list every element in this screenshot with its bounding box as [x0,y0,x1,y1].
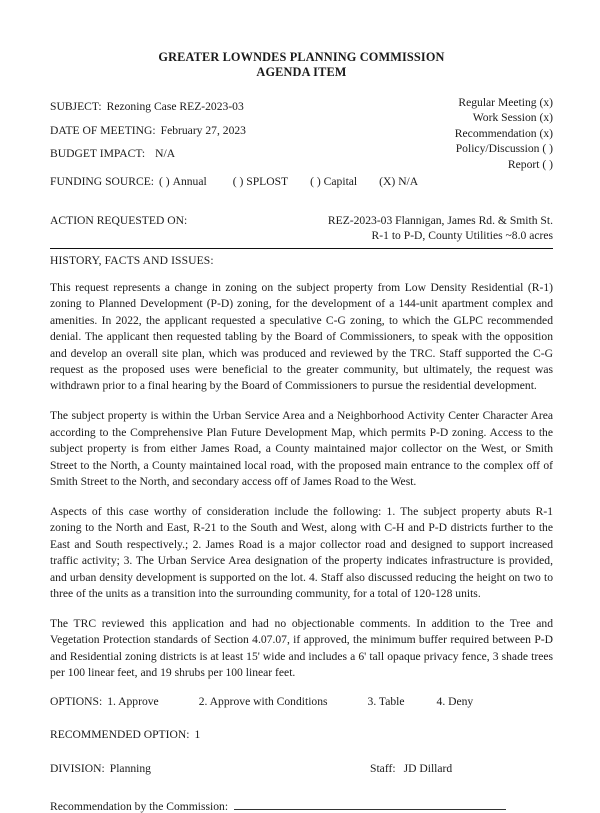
option-approve[interactable]: 1. Approve [107,695,159,709]
recommended-option-label: RECOMMENDED OPTION: [50,728,190,742]
funding-annual-checkbox[interactable]: ( ) [159,174,170,188]
history-paragraph-2: The subject property is within the Urban Service Area and a Neighborhood Activity Center Character Area according to the Comprehensive Plan Future Development Map, which permits P-D zoning. Access to the subject property is from either James Road, a County maintained major collector on the West, or Smith Street to the North, a County maintained local road, with the proposed main entrance to the complex off of Smith Street to the North, and secondary access off of James Road to the West. [50,409,553,488]
recommended-option-row [50,728,553,741]
options-label: OPTIONS: [50,695,103,709]
funding-source-label: FUNDING SOURCE: [50,174,155,188]
history-paragraph-1: This request represents a change in zoning on the subject property from Low Density Residential (R-1) zoning to Planned Development (P-D) zoning, for the development of a 144-unit apartment complex and amenities. In 2022, the applicant requested a speculative C-G zoning, to which the GLPC recommended denial. The applicant then requested tabling by the Board of Commissioners, to speak with the opposition and develop an overall site plan, which was produced and reviewed by the TRC. Staff supported the C-G request as the proposed uses were beneficial to the greater community, but ultimately, the request was withdrawn prior to a final hearing by the Board of Commissioners to pursue the residential development. [50,281,553,393]
date-of-meeting-label: DATE OF MEETING: [50,123,156,137]
meeting-type-recommendation: Recommendation (x) [454,126,553,140]
history-paragraph-3: Aspects of this case worthy of consideration include the following: 1. The subject property abuts R-1 zoning to the North and East, R-21 to the South and West, along with C-H and P-D districts further to the East and South respectively.; 2. James Road is a major collector road and designed to support increased traffic activity; 3. The Urban Service Area designation of the property indicates infrastructure is provided, and urban density development is supported on the lot. 4. Staff also discussed reducing the height on two to three of the units as a transition into the surrounding community, for a total of 120-128 units. [50,504,553,600]
funding-option-splost[interactable] [233,170,288,194]
subject-row [50,95,380,119]
meeting-type-policy-discussion: Policy/Discussion ( ) [455,142,553,156]
subject-value: Rezoning Case REZ-2023-03 [106,100,244,113]
funding-splost-checkbox[interactable]: ( ) [232,174,244,188]
commission-recommendation-label: Recommendation by the Commission: [50,800,229,813]
document-content [50,0,553,813]
subject-label: SUBJECT: [50,100,102,113]
meeting-type-list [455,95,553,172]
title-line-1: GREATER LOWNDES PLANNING COMMISSION [158,50,445,64]
budget-impact-label: BUDGET IMPACT: [50,147,146,160]
funding-source-row [50,170,553,194]
budget-impact-row [50,142,380,166]
action-detail-line-2: R-1 to P-D, County Utilities ~8.0 acres [371,229,553,243]
date-of-meeting-row [50,119,380,143]
date-of-meeting-value: February 27, 2023 [160,123,246,137]
action-detail-line-1: REZ-2023-03 Flannigan, James Rd. & Smith St. [327,214,553,227]
staff-value: JD Dillard [403,762,453,776]
header-left-column [50,95,380,166]
commission-recommendation-input[interactable] [234,799,506,810]
history-paragraph-4: The TRC reviewed this application and had no objectionable comments. In addition to the Tree and Vegetation Protection standards of Section 4.07.07, if approved, the minimum buffer required between P-D and Residential zoning districts is at least 15' wide and includes a 6' tall opaque privacy fence, 3 shade trees per 100 linear feet, and 19 shrubs per 100 linear feet. [50,616,553,680]
options-row [50,695,553,708]
division-row [50,762,553,776]
meeting-type-work-session: Work Session (x) [472,111,553,125]
division-label: DIVISION: [50,762,105,776]
division-value: Planning [109,762,151,776]
option-approve-with-conditions[interactable]: 2. Approve with Conditions [198,695,328,709]
funding-option-na[interactable] [379,170,418,194]
funding-option-annual[interactable] [159,170,207,194]
meeting-type-regular: Regular Meeting (x) [458,96,553,109]
funding-annual-label: Annual [172,174,207,188]
staff-label: Staff: [370,762,396,776]
section-divider [50,248,553,249]
document-title [50,50,553,79]
title-line-2: AGENDA ITEM [256,64,347,79]
history-section-label: HISTORY, FACTS AND ISSUES: [50,254,214,267]
funding-option-capital[interactable] [310,170,357,194]
header-fields [50,95,553,193]
document-footer [50,695,553,813]
option-deny[interactable]: 4. Deny [436,695,474,709]
budget-impact-value: N/A [155,147,176,160]
commission-recommendation-row [50,799,553,813]
action-requested-label: ACTION REQUESTED ON: [50,214,188,227]
action-requested-detail [328,213,553,244]
funding-capital-checkbox[interactable]: ( ) [310,174,321,188]
action-requested-row [50,213,553,245]
funding-na-checkbox[interactable]: (X) [379,174,396,188]
history-body [50,280,553,681]
option-table[interactable]: 3. Table [367,695,405,709]
recommended-option-value: 1 [194,728,201,742]
funding-na-label: N/A [398,174,419,188]
funding-capital-label: Capital [323,174,358,188]
funding-splost-label: SPLOST [246,174,289,188]
staff-block [370,762,452,775]
meeting-type-report: Report ( ) [507,157,553,171]
